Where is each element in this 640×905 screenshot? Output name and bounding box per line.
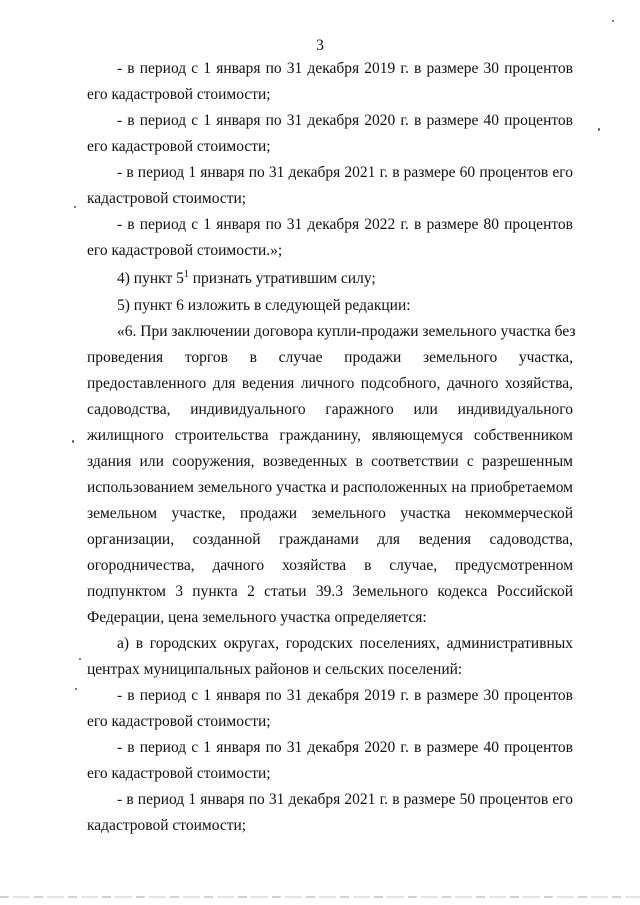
text-line: земельном участке, продажи земельного участка некоммерческой: [87, 505, 573, 522]
text-line: - в период 1 января по 31 декабря 2021 г. в размере 60 процентов его: [117, 164, 573, 181]
text-line: предоставленного для ведения личного подсобного, дачного хозяйства,: [87, 375, 573, 392]
text-line: - в период с 1 января по 31 декабря 2022 г. в размере 80 процентов: [117, 216, 573, 233]
text-line: - в период с 1 января по 31 декабря 2019 г. в размере 30 процентов: [117, 60, 573, 77]
text-line: здания или сооружения, возведенных в соответствии с разрешенным: [87, 453, 573, 470]
text-line: подпунктом 3 пункта 2 статьи 39.3 Земельного кодекса Российской: [87, 583, 573, 600]
scan-speck: [75, 688, 77, 690]
text-line: его кадастровой стоимости.»;: [87, 242, 283, 259]
text-line: - в период с 1 января по 31 декабря 2020 г. в размере 40 процентов: [117, 112, 573, 129]
page-number: 3: [316, 37, 324, 54]
text-line: его кадастровой стоимости;: [87, 765, 271, 782]
text-line: - в период с 1 января по 31 декабря 2019 г. в размере 30 процентов: [117, 687, 573, 704]
scan-speck: [79, 658, 81, 660]
text-line: организации, созданной гражданами для ведения садоводства,: [87, 531, 573, 548]
text-line: жилищного строительства гражданину, являющемуся собственником: [87, 427, 573, 444]
text-line: его кадастровой стоимости;: [87, 138, 271, 155]
text-line: его кадастровой стоимости;: [87, 86, 271, 103]
text-line: кадастровой стоимости;: [87, 190, 247, 207]
scan-speck: [598, 128, 600, 131]
text-line: «6. При заключении договора купли-продажи земельного участка без: [117, 323, 576, 340]
text-line: проведения торгов в случае продажи земельного участка,: [87, 349, 573, 366]
text-line: центрах муниципальных районов и сельских поселений:: [87, 661, 463, 678]
superscript: 1: [183, 269, 189, 280]
text-line: Федерации, цена земельного участка определяется:: [87, 609, 427, 626]
scan-speck: [74, 206, 76, 208]
text-line: садоводства, индивидуального гаражного или индивидуального: [87, 401, 573, 418]
text-line: 5) пункт 6 изложить в следующей редакции:: [117, 297, 411, 314]
text-line: кадастровой стоимости;: [87, 817, 247, 834]
text-line: использованием земельного участка и расположенных на приобретаемом: [87, 479, 573, 496]
text-line: [117, 269, 376, 289]
text-fragment: признать утратившим силу;: [188, 270, 376, 287]
text-line: огородничества, дачного хозяйства в случае, предусмотренном: [87, 557, 573, 574]
scan-speck: [612, 20, 614, 22]
scan-edge: [0, 896, 640, 898]
text-fragment: 4) пункт 5: [117, 270, 184, 287]
text-line: его кадастровой стоимости;: [87, 713, 271, 730]
text-line: - в период 1 января по 31 декабря 2021 г. в размере 50 процентов его: [117, 791, 573, 808]
scan-speck: [72, 440, 74, 443]
text-line: - в период с 1 января по 31 декабря 2020 г. в размере 40 процентов: [117, 739, 573, 756]
text-line: а) в городских округах, городских поселениях, административных: [117, 635, 573, 652]
